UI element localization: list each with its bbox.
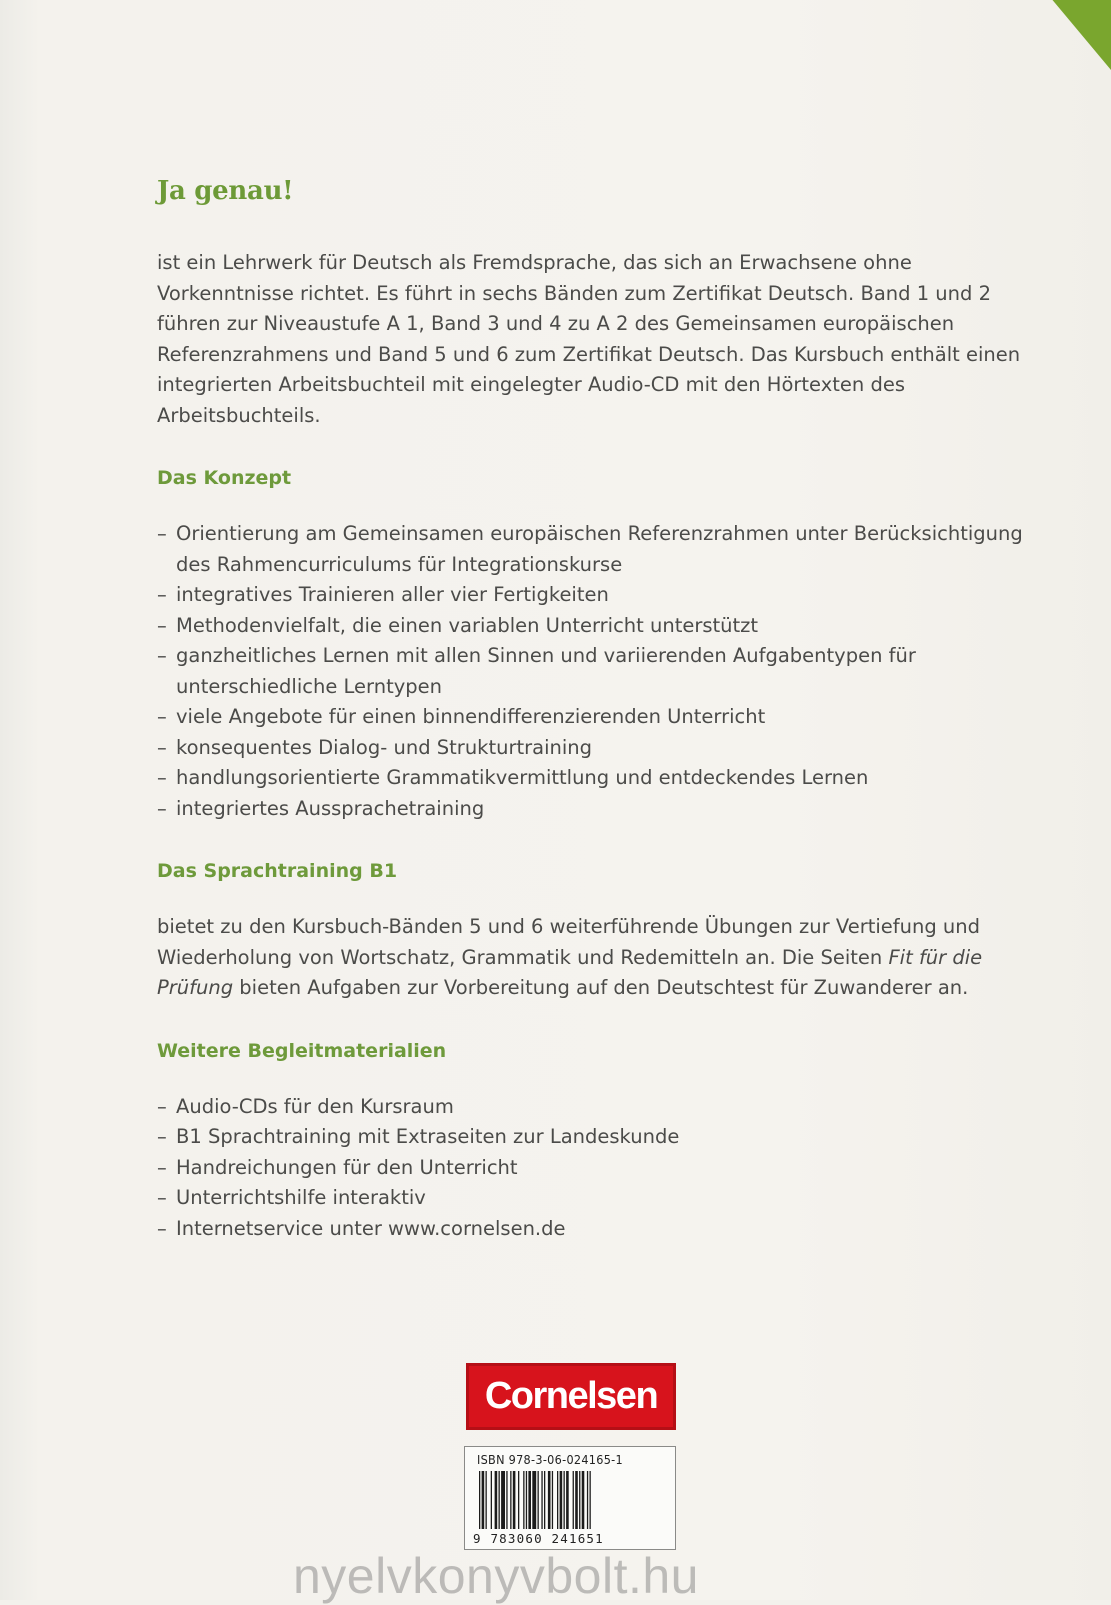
list-item: – Handreichungen für den Unterricht xyxy=(157,1153,1037,1184)
sprachtraining-text-end: bieten Aufgaben zur Vorbereitung auf den Deutschtest für Zuwanderer an. xyxy=(233,976,969,999)
intro-paragraph: ist ein Lehrwerk für Deutsch als Fremdsprache, das sich an Erwachsene ohne Vorkenntnisse richtet. Es führt in sechs Bänden zum Zertifikat Deutsch. Band 1 und 2 führen zur Niveaustufe A 1, Band 3 und 4 zu A 2 des Gemeinsamen europäischen Referenzrahmens und Band 5 und 6 zum Zertifikat Deutsch. Das Kursbuch enthält einen integrierten Arbeitsbuchteil mit eingelegter Audio-CD mit den Hörtexten des Arbeitsbuchteils. xyxy=(157,251,1021,427)
sprachtraining-heading: Das Sprachtraining B1 xyxy=(157,860,398,882)
list-item: – Orientierung am Gemeinsamen europäischen Referenzrahmen unter Berücksichtigung des Rahmencurriculums für Integrationskurse xyxy=(157,519,1037,580)
isbn-label: ISBN 978-3-06-024165-1 xyxy=(477,1452,623,1467)
barcode-digits: 9 783060 241651 xyxy=(473,1531,604,1546)
list-item: – integratives Trainieren aller vier Fertigkeiten xyxy=(157,580,1037,611)
list-item: – B1 Sprachtraining mit Extraseiten zur Landeskunde xyxy=(157,1122,1037,1153)
begleit-list xyxy=(157,1092,1037,1245)
list-item: – Unterrichtshilfe interaktiv xyxy=(157,1183,1037,1214)
list-item: – viele Angebote für einen binnendifferenzierenden Unterricht xyxy=(157,702,1037,733)
sprachtraining-paragraph xyxy=(157,912,1037,1004)
list-item: – Audio-CDs für den Kursraum xyxy=(157,1092,1037,1123)
watermark-text: nyelvkonyvbolt.hu xyxy=(293,1548,699,1604)
book-title: Ja genau! xyxy=(157,176,294,206)
barcode-bars xyxy=(475,1471,667,1529)
list-item: – konsequentes Dialog- und Strukturtraining xyxy=(157,733,1037,764)
list-item: – ganzheitliches Lernen mit allen Sinnen und variierenden Aufgabentypen für unterschiedliche Lerntypen xyxy=(157,641,1037,702)
list-item: – Methodenvielfalt, die einen variablen Unterricht unterstützt xyxy=(157,611,1037,642)
isbn-barcode xyxy=(464,1446,676,1550)
konzept-list xyxy=(157,519,1037,824)
back-cover-text xyxy=(157,176,1037,1244)
sprachtraining-text-italic: Fit für die Prüfung xyxy=(157,945,983,999)
cornelsen-logo xyxy=(466,1363,676,1430)
publisher-name: Cornelsen xyxy=(484,1375,658,1417)
sprachtraining-text-start: bietet zu den Kursbuch-Bänden 5 und 6 weiterführende Übungen zur Vertiefung und Wiederholung von Wortschatz, Grammatik und Redemitteln an. Die Seiten xyxy=(157,915,981,969)
list-item: – handlungsorientierte Grammatikvermittlung und entdeckendes Lernen xyxy=(157,763,1037,794)
konzept-heading: Das Konzept xyxy=(157,467,292,489)
begleit-heading: Weitere Begleitmaterialien xyxy=(157,1039,447,1062)
list-item: – Internetservice unter www.cornelsen.de xyxy=(157,1214,1037,1245)
list-item: – integriertes Aussprachetraining xyxy=(157,794,1037,825)
